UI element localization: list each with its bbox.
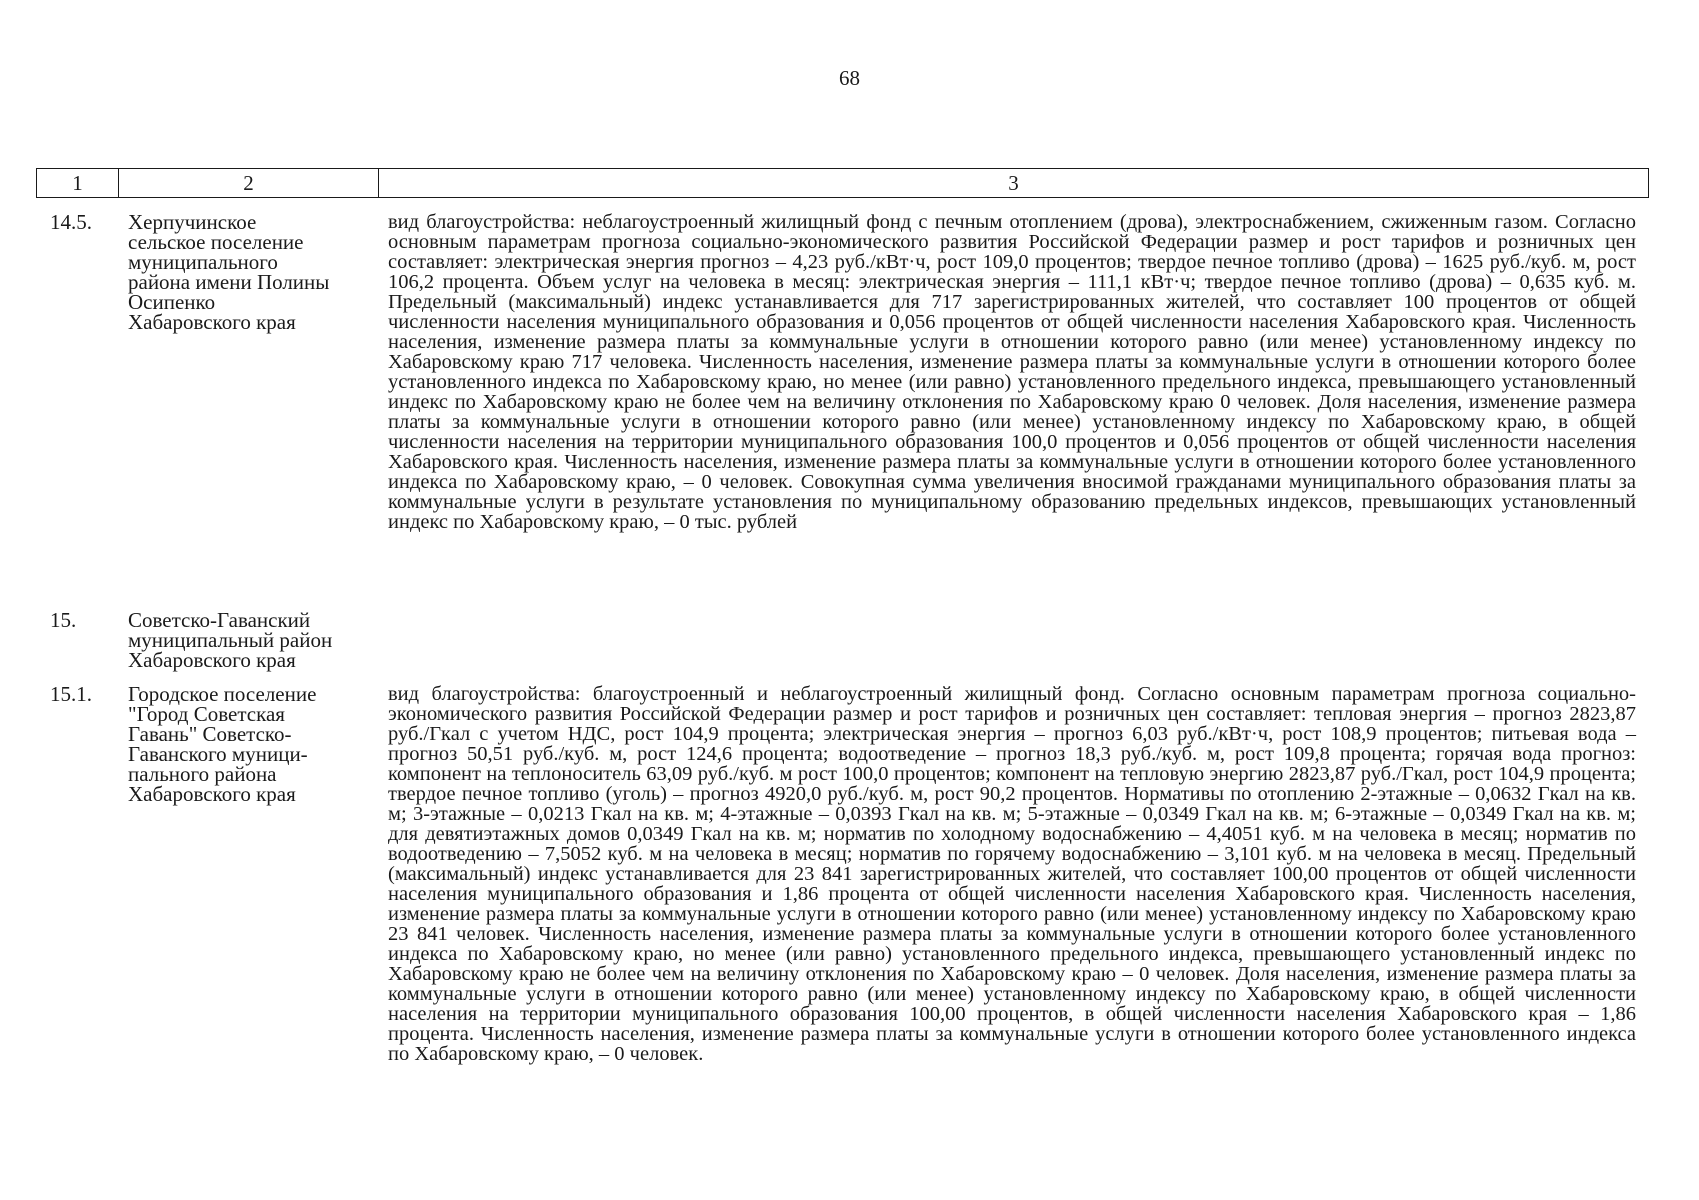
- name-line: сельское поселение: [128, 230, 304, 254]
- header-col-3: 3: [1008, 170, 1019, 195]
- row-description: вид благоустройства: неблагоустроенный жилищный фонд с печным отоплением (дрова), электроснабжением, сжиженным газом. Согласно основным параметрам прогноза социально-экономического развития Российской Федерации размер и рост тарифов и розничных цен составляет: электрическая энергия прогноз – 4,23 руб./кВт·ч, рост 109,0 процентов; твердое печное топливо (дрова) – 1625 руб./куб. м, рост 106,2 процента. Объем услуг на человека в месяц: электрическая энергия – 111,1 кВт·ч; твердое печное топливо (дрова) – 0,635 куб. м. Предельный (максимальный) индекс устанавливается для 717 зарегистрированных жителей, что составляет 100 процентов от общей численности населения муниципального образования и 0,056 процентов от общей численности населения Хабаровского края. Численность населения, изменение размера платы за коммунальные услуги в отношении которого равно (или менее) установленному индексу по Хабаровскому краю 717 человека. Численность населения, изменение размера платы за коммунальные услуги в отношении которого более установленного индекса по Хабаровскому краю, но менее (или равно) установленного предельного индекса, превышающего установленный индекс по Хабаровскому краю не более чем на величину отклонения по Хабаровскому краю 0 человек. Доля населения, изменение размера платы за коммунальные услуги в отношении которого равно (или менее) установленному индексу по Хабаровскому краю, в общей численности населения на территории муниципального образования 100,0 процентов и 0,056 процентов от общей численности населения Хабаровского края. Численность населения, изменение размера платы за коммунальные услуги в отношении которого более установленного индекса по Хабаровскому краю, – 0 человек. Совокупная сумма увеличения вносимой гражданами муниципального образования платы за коммунальные услуги в результате установления по муниципальному образованию предельных индексов, превышающих установленный индекс по Хабаровскому краю, – 0 тыс. рублей: [388, 211, 1636, 533]
- name-line: Городское поселение: [128, 682, 317, 706]
- row-number: 15.: [50, 608, 77, 632]
- table-header: [36, 168, 1649, 198]
- name-line: Хабаровского края: [128, 782, 296, 806]
- row-number: 14.5.: [50, 210, 92, 234]
- municipality-name: [128, 212, 378, 332]
- name-line: Херпучинское: [128, 210, 257, 234]
- name-line: Гавань" Советско-: [128, 722, 292, 746]
- municipality-name: [128, 610, 378, 670]
- municipality-name: [128, 684, 378, 804]
- name-line: муниципального: [128, 250, 278, 274]
- name-line: района имени Полины: [128, 270, 330, 294]
- name-line: Хабаровского края: [128, 648, 296, 672]
- name-line: пального района: [128, 762, 277, 786]
- name-line: Гаванского муници-: [128, 742, 308, 766]
- header-col-2: 2: [119, 169, 379, 197]
- name-line: муниципальный район: [128, 628, 333, 652]
- name-line: Хабаровского края: [128, 310, 296, 334]
- page-number: 68: [839, 66, 860, 90]
- name-line: Советско-Гаванский: [128, 608, 311, 632]
- name-line: "Город Советская: [128, 702, 285, 726]
- name-line: Осипенко: [128, 290, 216, 314]
- row-number: 15.1.: [50, 682, 92, 706]
- row-description: вид благоустройства: благоустроенный и неблагоустроенный жилищный фонд. Согласно основным параметрам прогноза социально-экономического развития Российской Федерации размер и рост тарифов и розничных цен составляет: тепловая энергия – прогноз 2823,87 руб./Гкал с учетом НДС, рост 104,9 процента; электрическая энергия – прогноз 6,03 руб./кВт·ч, рост 108,9 процентов; питьевая вода – прогноз 50,51 руб./куб. м, рост 124,6 процента; водоотведение – прогноз 18,3 руб./куб. м, рост 109,8 процента; горячая вода прогноз: компонент на теплоноситель 63,09 руб./куб. м рост 100,0 процентов; компонент на тепловую энергию 2823,87 руб./Гкал, рост 104,9 процента; твердое печное топливо (уголь) – прогноз 4920,0 руб./куб. м, рост 90,2 процентов. Нормативы по отоплению 2-этажные – 0,0632 Гкал на кв. м; 3-этажные – 0,0213 Гкал на кв. м; 4-этажные – 0,0393 Гкал на кв. м; 5-этажные – 0,0349 Гкал на кв. м; 6-этажные – 0,0349 Гкал на кв. м; для девятиэтажных домов 0,0349 Гкал на кв. м; норматив по холодному водоснабжению – 4,4051 куб. м на человека в месяц; норматив по водоотведению – 7,5052 куб. м на человека в месяц; норматив по горячему водоснабжению – 3,101 куб. м на человека в месяц. Предельный (максимальный) индекс устанавливается для 23 841 зарегистрированных жителей, что составляет 100,00 процентов от общей численности населения муниципального образования и 1,86 процента от общей численности населения Хабаровского края. Численность населения, изменение размера платы за коммунальные услуги в отношении которого равно (или менее) установленному индексу по Хабаровскому краю 23 841 человек. Численность населения, изменение размера платы за коммунальные услуги в отношении которого более установленного индекса по Хабаровскому краю, но менее (или равно) установленного предельного индекса, превышающего установленный индекс по Хабаровскому краю не более чем на величину отклонения по Хабаровскому краю – 0 человек. Доля населения, изменение размера платы за коммунальные услуги в отношении которого равно (или менее) установленному индексу по Хабаровскому краю, в общей численности населения на территории муниципального образования 100,00 процентов, в общей численности населения Хабаровского края – 1,86 процента. Численность населения, изменение размера платы за коммунальные услуги в отношении которого более установленного индекса по Хабаровскому краю, – 0 человек.: [388, 683, 1636, 1065]
- header-col-1: 1: [37, 169, 119, 197]
